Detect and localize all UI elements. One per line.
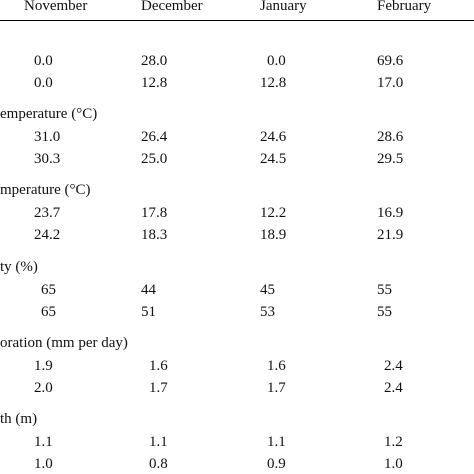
cell: 24.6 xyxy=(260,129,287,145)
cell: 18.9 xyxy=(260,227,287,243)
cell: 25.0 xyxy=(141,151,168,167)
cell: 21.9 xyxy=(377,227,404,243)
cell: 0.0 xyxy=(34,53,53,69)
cell: 28.0 xyxy=(141,53,168,69)
cell: 53 xyxy=(260,304,275,320)
section-label-humidity: ty (%) xyxy=(0,259,38,275)
cell: 26.4 xyxy=(141,129,168,145)
section-label-evaporation: oration (mm per day) xyxy=(0,335,128,351)
section-label-depth: th (m) xyxy=(0,411,38,427)
column-header-january: January xyxy=(260,0,307,14)
cell: 69.6 xyxy=(377,53,404,69)
cell: 2.4 xyxy=(384,358,403,374)
cell: 2.0 xyxy=(34,380,53,396)
cell: 29.5 xyxy=(377,151,404,167)
column-header-february: February xyxy=(377,0,432,14)
cell: 18.3 xyxy=(141,227,168,243)
cell: 23.7 xyxy=(34,205,61,221)
section-label-max-temperature: emperature (°C) xyxy=(0,106,98,122)
cell: 55 xyxy=(377,282,392,298)
cell: 1.0 xyxy=(384,456,403,472)
cell: 0.0 xyxy=(267,53,286,69)
cell: 1.1 xyxy=(267,434,286,450)
cell: 24.5 xyxy=(260,151,287,167)
column-header-november: November xyxy=(24,0,88,14)
cell: 55 xyxy=(377,304,392,320)
cell: 51 xyxy=(141,304,156,320)
cell: 65 xyxy=(41,304,56,320)
cell: 1.2 xyxy=(384,434,403,450)
cell: 1.6 xyxy=(267,358,286,374)
cell: 1.7 xyxy=(267,380,286,396)
cell: 17.0 xyxy=(377,75,404,91)
section-label-min-temperature: mperature (°C) xyxy=(0,182,91,198)
cell: 0.0 xyxy=(34,75,53,91)
cell: 45 xyxy=(260,282,275,298)
cell: 24.2 xyxy=(34,227,61,243)
cell: 12.8 xyxy=(260,75,287,91)
cell: 1.9 xyxy=(34,358,53,374)
cell: 12.8 xyxy=(141,75,168,91)
cell: 44 xyxy=(141,282,156,298)
cell: 28.6 xyxy=(377,129,404,145)
cell: 2.4 xyxy=(384,380,403,396)
cell: 31.0 xyxy=(34,129,61,145)
cell: 1.0 xyxy=(34,456,53,472)
column-header-december: December xyxy=(141,0,203,14)
cell: 12.2 xyxy=(260,205,287,221)
cell: 0.9 xyxy=(267,456,286,472)
cell: 16.9 xyxy=(377,205,404,221)
cell: 1.1 xyxy=(34,434,53,450)
cell: 0.8 xyxy=(149,456,168,472)
cell: 17.8 xyxy=(141,205,168,221)
cell: 30.3 xyxy=(34,151,61,167)
cell: 1.6 xyxy=(149,358,168,374)
top-rule xyxy=(0,20,474,21)
cell: 65 xyxy=(41,282,56,298)
cell: 1.1 xyxy=(149,434,168,450)
cell: 1.7 xyxy=(149,380,168,396)
